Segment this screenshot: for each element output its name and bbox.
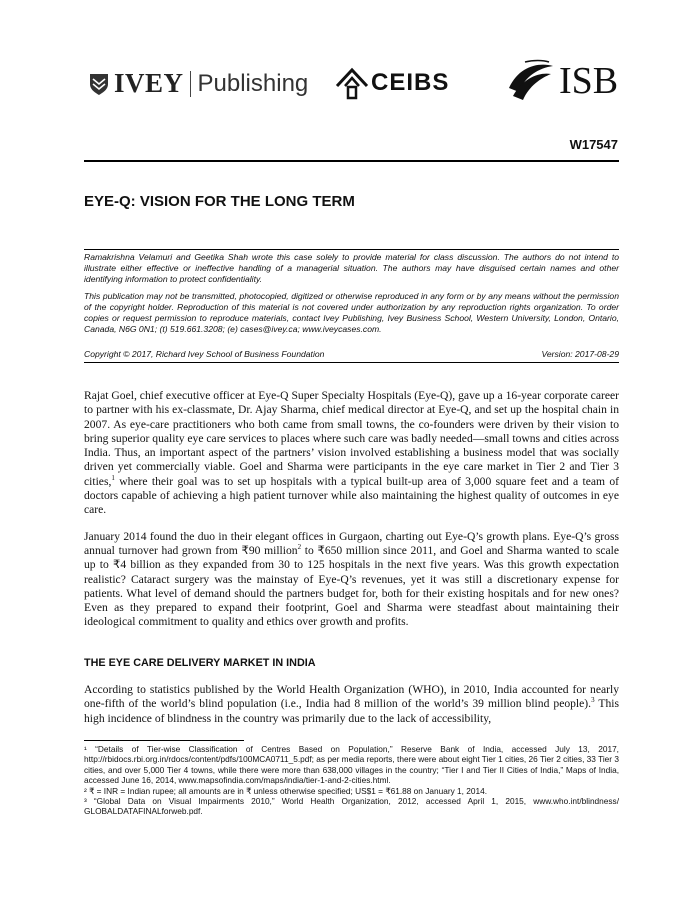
case-code: W17547: [569, 137, 618, 152]
disclaimer-rule: [84, 249, 619, 250]
footnote-ref: 1: [111, 473, 115, 482]
disclaimer-block: [84, 252, 619, 341]
footnote-rule: [84, 740, 244, 741]
case-body: [84, 389, 619, 738]
ceibs-emblem-icon: [333, 64, 371, 102]
isb-wordmark: ISB: [559, 60, 619, 102]
body-text: Rajat Goel, chief executive officer at Eye-Q Super Specialty Hospitals (Eye-Q), gave up a 16-year corporate career to partner with his ex-classmate, Dr. Ajay Sharma, chief medical director at Eye-Q, and set up the hospital chain in 2007. As eye-care practitioners who both came from small towns, the co-founders were driven by their vision to bring superior quality eye care services to places where such care was badly needed—small towns and cities across India. Thus, an important aspect of the partners’ vision involved establishing a business model that was socially driven yet commercially viable. Goel and Sharma were participants in the eye care market in Tier 2 and Tier 3 cities,: [84, 389, 619, 488]
ivey-publishing-label: Publishing: [197, 69, 309, 97]
body-text: According to statistics published by the World Health Organization (WHO), in 2010, India accounted for nearly one-fifth of the world’s blind population (i.e., India had 8 million of the world’s 39 million blind people).: [84, 683, 619, 711]
body-text: This high incidence of blindness in the country was primarily due to the lack of accessibility,: [84, 697, 619, 725]
footnote-ref: 2: [297, 543, 302, 552]
header-rule: [84, 160, 619, 162]
footnote-2: ² ₹ = INR = Indian rupee; all amounts are in ₹ unless otherwise specified; US$1 = ₹61.88 on January 1, 2014.: [84, 785, 488, 796]
disclaimer-permissions: This publication may not be transmitted, photocopied, digitized or otherwise reproduced in any form or by any means without the permission of the copyright holder. Reproduction of this material is not covered under authorization by any reproduction rights organization. To order copies or request permission to reproduce materials, contact Ivey Publishing, Ivey Business School, Western University, London, Ontario, Canada, N6G 0N1; (t) 519.661.3208; (e) cases@ivey.ca; www.iveycases.com.: [84, 291, 619, 334]
footnotes: [84, 744, 619, 817]
body-text: January 2014 found the duo in their elegant offices in Gurgaon, charting out Eye-Q’s growth plans. Eye-Q’s gross annual turnover had grown from ₹90 million: [84, 529, 619, 557]
copyright-line: [84, 349, 619, 363]
ceibs-logo: [333, 64, 449, 102]
page-title: EYE-Q: VISION FOR THE LONG TERM: [84, 193, 355, 210]
footnote-3: ³ “Global Data on Visual Impairments 2010,” World Health Organization, 2012, accessed April 1, 2015, www.who.int/blindness/ GLOBALDATAFINALforweb.pdf.: [84, 796, 619, 817]
ivey-logo: [88, 68, 308, 99]
isb-logo: [503, 58, 618, 104]
body-paragraph: [84, 683, 619, 726]
disclaimer-authors: Ramakrishna Velamuri and Geetika Shah wrote this case solely to provide material for class discussion. The authors do not intend to illustrate either effective or ineffective handling of a managerial situation. The authors may have disguised certain names and other identifying information to protect confidentiality.: [84, 252, 619, 284]
body-paragraph: [84, 389, 619, 518]
ceibs-wordmark: CEIBS: [371, 69, 450, 96]
ivey-brand: IVEY: [114, 68, 184, 98]
shield-icon: [88, 72, 110, 96]
publisher-logos: [88, 58, 628, 118]
section-heading: THE EYE CARE DELIVERY MARKET IN INDIA: [84, 656, 316, 669]
version-text: Version: 2017-08-29: [541, 349, 619, 359]
isb-swirl-icon: [503, 58, 557, 104]
body-paragraph: [84, 530, 619, 630]
logo-divider: [190, 71, 191, 97]
footnote-ref: 3: [591, 696, 595, 705]
body-text: to ₹650 million since 2011, and Goel and Sharma wanted to scale up to ₹4 billion as they expanded from 30 to 125 hospitals in the next five years. Was this growth expectation realistic? Cataract surgery was the mainstay of Eye-Q’s revenues, yet it was still a discretionary expense for patients. What level of demand should the partners budget for, both for their existing hospitals and for new ones? Even as they prepared to expand their footprint, Goel and Sharma were steadfast about maintaining their ideological commitment to quality and ethics over growth and profits.: [84, 543, 619, 629]
body-text: where their goal was to set up hospitals with a typical built-up area of 3,000 square feet and a team of doctors capable of achieving a high patient turnover while also maintaining the highest quality of outcomes in eye care.: [84, 474, 619, 517]
copyright-text: Copyright © 2017, Richard Ivey School of Business Foundation: [84, 349, 325, 359]
footnote-1: ¹ “Details of Tier-wise Classification of Centres Based on Population,” Reserve Bank of India, accessed July 13, 2017, http://rbidocs.rbi.org.in/rdocs/content/pdfs/100MCA0711_5.pdf; as per media reports, there were about eight Tier 1 cities, 26 Tier 2 cities, 33 Tier 3 cities, and over 5,000 Tier 4 towns, while there were more than 638,000 villages in the country; “Tier I and Tier II Cities of India,” Maps of India, accessed June 16, 2014, www.mapsofindia.com/maps/india/tier-1-and-2-cities.html.: [84, 744, 619, 786]
